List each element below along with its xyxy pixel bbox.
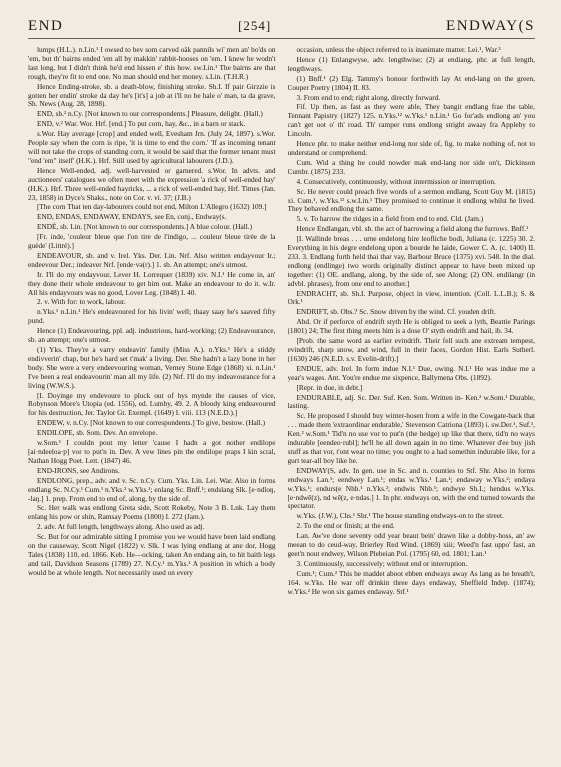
- column-0-paragraph: END, ENDAS, ENDAWAY, ENDAYS, see En, conj., Endway(s.: [37, 212, 227, 222]
- column-0-paragraph: Hence Ending-stroke, sb. a death-blow, finishing stroke. Sh.I. If pair Girzzie is gotten her endin' stroke da day he's [it's] a job at i'll no be hale o' man, ta da grave, Sh. News (Aug. 28, 1898).: [28, 81, 276, 109]
- column-0-paragraph: ENDLONG, prep., adv. and v. Sc. n.Cy. Cum. Yks. Lin. Lei. War. Also in forms endlang Sc. N.Cy.¹ Cum.¹ n.Yks.² w.Yks.¹; enlang Sc. Bnff.¹; endslang Slk. [e·ndloŋ, -laŋ.] 1. prep. From end to end of, along, by the side of.: [28, 475, 276, 503]
- column-0-paragraph: END, sb.² n.Cy. [Not known to our correspondents.] Pleasure, delight. (Hall.): [37, 109, 263, 119]
- column-1-paragraph: Sc. He proposed I should buy winter-hosen from a wife in the Cowgate-back that . . . made them 'extraordinar endurable,' Stevenson Catriona (1893) i. sw.Der.¹, Suf.¹, Ken.² w.Som.¹ Tid'n no use vor to put'n (the hedge) up like that there, tid'n no ways indurable [eendeo·rubl]; he'll be all down again in no time. Whatever d'ee buy jish stuff as that vor, t'ont wear no time; you ought to a had somethin indurable like, for a gurt tear-all boy like he.: [287, 411, 535, 465]
- column-1-paragraph: Hence phr. to make neither end-long nor side of, fig. to make nothing of, not to understand or comprehend.: [287, 139, 535, 157]
- column-0-paragraph: Hence Well-ended, adj. well-harvested or garnered. s.Wor. In advts. and auctioneers' catalogues we often meet with the expression 'a rick of well-ended hay' (H.K.). Hrf. Three well-ended hayricks, ... a rick of well-ended hay, Hrf. Times (Jan. 23, 1858) in Dyce's Shaks., note on Cor. v. vi. 37; (J.B.): [28, 165, 276, 202]
- header-left-word: END: [28, 17, 64, 34]
- column-0-paragraph: (1) Yks. They're a varry endeavin' family (Miss A.). n.Yks.¹ He's a stiddy endivverin' chap, but he's hard set t'mak' a living. Der. She hadn't a lazy bone in her body. She were a very endeevouring woman, Verney Stone Edge (1868) xi. n.Lin.¹ I've been a real endeavourin' man all my life. (2) Nrf. I'll do my indeavourance for a living (W.W.S.).: [28, 345, 276, 390]
- column-1-paragraph: [Repr. in due, in debt.]: [296, 382, 363, 392]
- column-0-paragraph: [Fr. inde, 'couleur bleue que l'on tire de l'indigo, ... couleur bleue tirée de la guède' (Littré).]: [28, 232, 276, 251]
- column-1-paragraph: Abd. Or if perforce of endrift styth He is obliged to seek a lyth, Beattie Parings (1801) 24; The first thing meets him is a dose O' styth endrift and hail, ib. 34.: [287, 317, 535, 336]
- column-1-paragraph: ENDURABLE, adj. Sc. Der. Suf. Ken. Som. Written in- Ken.² w.Som.¹ Durable, lasting.: [287, 392, 535, 411]
- column-0-paragraph: Sc. Her walk was endlong Greta side, Scott Rokeby, Note 3 B. Lnk. Lay them enlang his pow or shin, Ramsay Poems (1800) I. 272 (Jam.).: [28, 503, 276, 522]
- column-0-paragraph: 2. adv. At full length, lengthways along. Also used as adj.: [37, 522, 205, 532]
- column-1-paragraph: Hence Endlangan, vbl. sb. the act of harrowing a field along the furrows. Bnff.¹: [296, 224, 529, 234]
- column-0-paragraph: END-IRONS, see Andirons.: [37, 465, 120, 475]
- column-1-paragraph: ENDUE, adv. Irel. In form indue N.I.¹ Due, owing. N.I.¹ He was indue me a year's wages. Ant. You're endue me sixpence, Ballymena Obs. (1892).: [287, 363, 535, 382]
- column-1-paragraph: [Prob. the same word as earlier evindrift. Their fell such ane extream tempest, evindrift, sharp snow, and wind, full in their faces, Gordon Hist. Earls Sutherl. (1630) 246 (N.E.D. s.v. Evelin-drift).]: [287, 336, 535, 363]
- column-1-paragraph: occasion, unless the object referred to is inanimate matter. Lei.¹, War.³: [296, 46, 501, 54]
- column-0-paragraph: ENDEW, v. n.Cy. [Not known to our correspondents.] To give, bestow. (Hall.): [37, 418, 266, 428]
- column-0-paragraph: w.Som.¹ I couldn pout my letter 'cause I hadn a got nother endilope [ai·ndeeloa·p] vor to put'n in. Dev. A vew lines pin the endilope praps I kin scral, Nathan Hogg Poet. Lett. (1847) 46.: [28, 438, 276, 465]
- column-0-paragraph: [I. Doyinge my endevoure to pluck out of hys mynde the causes of vice, Robynson More's Utopia (ed. 1556), ed. Lumby, 49. 2. A bloody king endeavoured for his destruction, Jer. Taylor Gt. Exempl. (1649) I. viii. 113 (N.E.D.).]: [28, 390, 276, 418]
- column-0-paragraph: [The corn That ten day-labourers could not end, Milton L'Allegro (1632) 109.]: [37, 202, 267, 212]
- text-columns: [28, 46, 535, 757]
- column-1-paragraph: w.Yks. (J.W.), Chs.¹ Shr.¹ The house standing endways-on to the street.: [296, 511, 504, 521]
- column-0-paragraph: Sc. But for our admirable sitting I promise you we would have been laid endlang on the causeway, Scott Nigel (1822) v. Slk. I was lying endlang at ane dor, Hogg Tales (1838) 110, ed. 1866. Keb. He—ocking, taken An endang ain, to hit baith legs and tail, Davidson Seasons (1789) 27. N.Cy.¹ m.Yks.¹ A position in which a body would be at whole length. Not necessarily used on every: [28, 532, 276, 577]
- page-header: [28, 14, 535, 39]
- column-0-paragraph: lumps (H.L.). n.Lin.¹ I owsed to bev som carved oäk pannils wi' men an' bo'ds on 'em, but th' bairns ended 'em all by makkin' rabbit-hooses on 'em. I knew he wodn't last long, but I didn't think he'd end hissen e' this how. sw.Lin.¹ The bairns are that rough, they're fit to end one. No man should end her money. s.Lin. (T.H.R.): [28, 46, 276, 81]
- column-1-paragraph: 5. v. To harrow the ridges in a field from end to end. Cld. (Jam.): [296, 214, 484, 224]
- column-1-paragraph: Fif. Up then, as fast as they were able, They bangit endlang frae the table, Tennant Papistry (1827) 125. n.Yks.¹² w.Yks.¹ n.Lin.¹ Go for'ads endlong an' you can't get oot o' th' road. Th' ramper runs endlong stright awaay fra Appleby to Lincoln.: [287, 102, 535, 139]
- column-1-paragraph: Cum. Wid a thing he could nowder mak end-lang nor side on't, Dickinson Cumbr. (1875) 233.: [287, 157, 535, 176]
- column-1-paragraph: Sc. He never could preach five words of a sermon endlang, Scott Guy M. (1815) xi. Cum.¹, w.Yks.¹² s.w.Lin.¹ They promised to continue it endlong whilst he lived. They behaved endlong the same.: [287, 186, 535, 214]
- column-1-paragraph: 4. Consecutively, continuously, without intermission or interruption.: [296, 176, 496, 186]
- column-0-paragraph: Ir. I'll do my endayvour, Lever H. Lorrequer (1839) xiv. N.I.¹ He come in, an' they done their whole endeavour to get him out. Make an endeavour to do it. w.Ir. All his endayvours was no good, Lover Leg. (1848) I. 40.: [28, 269, 276, 297]
- column-0-paragraph: s.Wor. Hay average [crop] and ended well, Evesham Jrn. (July 24, 1897). s.Wor. People say when the corn is ripe, 'it is time to end the corn.' 'If as incoming tenant will not take the crops of standing corn, it would be said that the former tenant must "end 'em" itself' (H.K.). Hrf. Still used by agricultural labourers (J.D.).: [28, 129, 276, 165]
- column-1-paragraph: (1) Bnff.¹ (2) Elg. Tammy's honour forthwith lay At end-lang on the green, Couper Poetry (1804) II. 83.: [287, 73, 535, 92]
- column-1-paragraph: ENDRIFT, sb. Obs.? Sc. Snow driven by the wind. Cf. youden drift.: [296, 307, 496, 317]
- column-0-paragraph: ENDILOPE, sb. Som. Dev. An envelope.: [37, 428, 158, 438]
- column-1-paragraph: ENDWAY(S, adv. In gen. use in Sc. and n. counties to Stf. Shr. Also in forms endways Lan.¹; eendwey Lan.¹; endas w.Yks.¹ Lan.¹; endaway w.Yks.²; endaya w.Yks.¹; endurs(e Nhb.¹ n.Yks.²; endwis Nhb.¹; endwye Sh.I.; hendus w.Yks. [e·ndwē(z), nd wē(z, e·ndəs.] 1. In phr. endways on, with the end turned towards the spectator.: [287, 465, 535, 511]
- left-column: [28, 46, 276, 757]
- column-0-paragraph: END, v.² War. Wor. Hrf. [end.] To put corn, hay, &c., in a barn or stack.: [37, 119, 246, 129]
- column-0-paragraph: n.Yks.¹ n.Lin.¹ He's endeavoured for his livin' well; thaay saay he's saaved fifty pund.: [28, 307, 276, 326]
- right-column: [288, 46, 536, 757]
- column-1-paragraph: Hence (1) Enlangwyse, adv. lengthwise; (2) at endiang, phr. at full length, lengthways.: [287, 54, 535, 73]
- column-1-paragraph: Lan. Aw've done seventy odd year beaut bein' drawn like a dobby-hoss, an' aw meean to do ceud-way, Brierley Red Wind. (1869) xiii; Weed'n fast uppo' fast, an geet'n nout endwey, Wilson Plebeian Pol. (1795) 60, ed. 1801; Lan.¹: [287, 531, 535, 558]
- column-1-paragraph: [I. Wallinde breas . . . urne endelong hire leofliche bodi, Juliana (c. 1225) 30. 2. Everything in his degre endelong upon a bourde he laide, Gower C. A. (c. 1400) II. 233. 3. Endlang furth held thai thar vay, Barbour Bruce (1375) xvi. 548. In the dial. endlong (endlinge) two words originally distinct appear to have been mixed up together: (1) OE. andlang, along, by the side of, see Along; (2) ON. endilangr (in advbl. phrases), from one end to another.]: [287, 234, 535, 288]
- column-0-paragraph: ENDÉ, sb. Lin. [Not known to our correspondents.] A blue colour. (Hall.): [37, 222, 253, 232]
- column-0-paragraph: 2. v. With for: to work, labour.: [37, 297, 126, 307]
- column-1-paragraph: Cum.¹; Cum.² This he maddet aboot ebben endways away As lang as he breath't, 164. w.Yks. He war off drinkin three days endaway, Sheffield Indep. (1874); w.Yks.² He won six games endaway. Stf.¹: [287, 568, 535, 596]
- column-1-paragraph: ENDRACHT, sb. Sh.I. Purpose, object in view, intention. (Coll. L.L.B.); S. & Ork.¹: [287, 288, 535, 307]
- column-0-paragraph: ENDEAVOUR, sb. and v. Irel. Yks. Der. Lin. Nrf. Also written endayvour Ir.; endeevour Der.; indeaver Nrf. [ende·və(r).] 1. sb. An attempt; one's utmost.: [28, 250, 276, 269]
- header-right-word: ENDWAY(S: [446, 17, 535, 34]
- column-0-paragraph: Hence (1) Endeavouring, ppl. adj. industrious, hard-working; (2) Endeavourance, sb. an attempt; one's utmost.: [28, 326, 276, 345]
- page-number: [254]: [238, 18, 272, 33]
- column-1-paragraph: 3. From end to end; right along, directly forward.: [296, 92, 441, 102]
- column-1-paragraph: 3. Continuously, successively; without end or interruption.: [296, 558, 468, 568]
- column-1-paragraph: 2. To the end or finish; at the end.: [296, 521, 395, 531]
